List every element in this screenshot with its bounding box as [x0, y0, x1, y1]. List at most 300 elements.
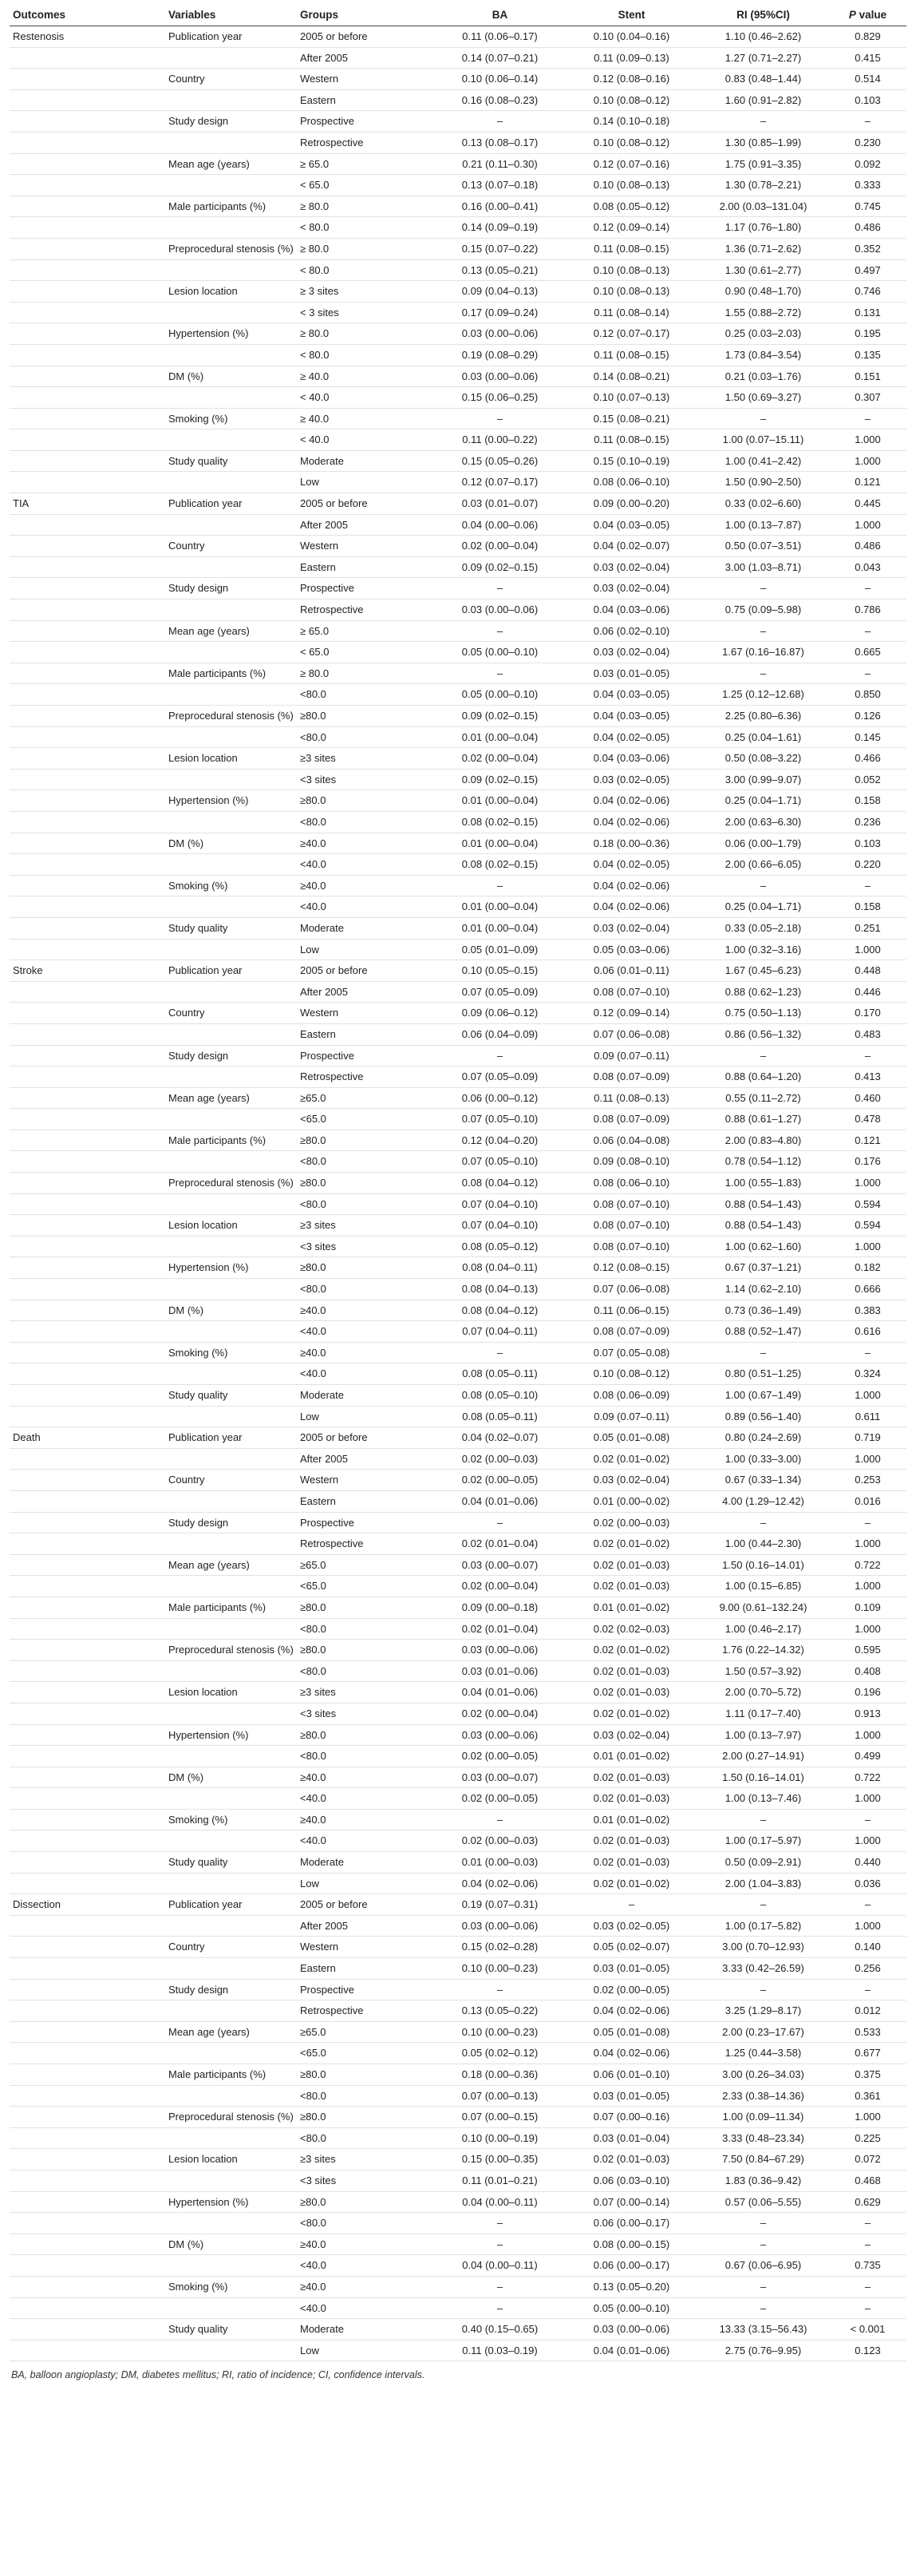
cell-ba: 0.01 (0.00–0.04)	[434, 726, 566, 748]
cell-group: <65.0	[297, 2043, 434, 2064]
cell-variable: Lesion location	[165, 748, 297, 770]
cell-stent: 0.09 (0.00–0.20)	[566, 493, 697, 515]
cell-variable: Study design	[165, 1979, 297, 2000]
cell-ba: 0.09 (0.02–0.15)	[434, 706, 566, 727]
table-row	[10, 1470, 906, 1491]
cell-group: ≥80.0	[297, 1173, 434, 1194]
cell-ba: –	[434, 1512, 566, 1533]
cell-p-value: –	[829, 620, 906, 642]
table-row	[10, 2149, 906, 2170]
cell-ba: 0.08 (0.05–0.12)	[434, 1236, 566, 1257]
table-row	[10, 2276, 906, 2297]
cell-ri: 0.67 (0.06–6.95)	[697, 2255, 829, 2277]
cell-group: ≥65.0	[297, 1087, 434, 1109]
cell-group: After 2005	[297, 1448, 434, 1470]
table-row	[10, 238, 906, 259]
cell-p-value: 0.665	[829, 642, 906, 663]
cell-group: ≥40.0	[297, 1342, 434, 1363]
cell-stent: 0.04 (0.02–0.05)	[566, 726, 697, 748]
cell-stent: 0.12 (0.07–0.17)	[566, 323, 697, 345]
cell-stent: 0.12 (0.09–0.14)	[566, 1003, 697, 1024]
cell-stent: 0.03 (0.02–0.04)	[566, 1470, 697, 1491]
cell-ba: 0.02 (0.00–0.04)	[434, 536, 566, 557]
cell-ba: 0.08 (0.04–0.12)	[434, 1300, 566, 1321]
cell-group: Retrospective	[297, 599, 434, 621]
cell-variable	[165, 2340, 297, 2361]
cell-group: Prospective	[297, 1512, 434, 1533]
cell-group: Western	[297, 69, 434, 90]
cell-variable: Study design	[165, 578, 297, 599]
cell-ba: 0.07 (0.04–0.11)	[434, 1321, 566, 1343]
cell-group: ≥ 80.0	[297, 663, 434, 684]
cell-p-value: 0.440	[829, 1852, 906, 1874]
cell-p-value: 0.415	[829, 47, 906, 69]
cell-variable	[165, 1236, 297, 1257]
cell-group: Low	[297, 939, 434, 960]
cell-group: <65.0	[297, 1109, 434, 1130]
cell-stent: 0.09 (0.08–0.10)	[566, 1151, 697, 1173]
cell-stent: 0.05 (0.01–0.08)	[566, 2021, 697, 2043]
cell-ri: 3.00 (1.03–8.71)	[697, 556, 829, 578]
table-row	[10, 1130, 906, 1151]
table-row	[10, 1724, 906, 1746]
cell-ba: 0.06 (0.00–0.12)	[434, 1087, 566, 1109]
cell-stent: 0.08 (0.07–0.10)	[566, 981, 697, 1003]
cell-group: <40.0	[297, 1363, 434, 1385]
table-row	[10, 1767, 906, 1788]
table-row	[10, 981, 906, 1003]
cell-p-value: –	[829, 111, 906, 133]
table-row	[10, 2107, 906, 2128]
cell-outcome	[10, 2000, 165, 2022]
cell-variable	[165, 1788, 297, 1810]
table-row	[10, 2127, 906, 2149]
cell-group: ≥3 sites	[297, 1682, 434, 1703]
cell-group: ≥65.0	[297, 1554, 434, 1576]
cell-ba: 0.15 (0.05–0.26)	[434, 450, 566, 472]
cell-group: Western	[297, 1937, 434, 1958]
cell-stent: 0.05 (0.02–0.07)	[566, 1937, 697, 1958]
cell-ri: –	[697, 620, 829, 642]
table-row	[10, 1554, 906, 1576]
cell-variable: Study quality	[165, 1385, 297, 1407]
table-row	[10, 153, 906, 175]
cell-stent: 0.04 (0.03–0.06)	[566, 748, 697, 770]
table-row	[10, 1427, 906, 1449]
cell-group: 2005 or before	[297, 493, 434, 515]
cell-ri: 0.75 (0.09–5.98)	[697, 599, 829, 621]
cell-group: <80.0	[297, 1279, 434, 1300]
cell-p-value: 0.611	[829, 1406, 906, 1427]
cell-ri: –	[697, 1809, 829, 1830]
cell-ri: 3.00 (0.99–9.07)	[697, 769, 829, 790]
table-row	[10, 493, 906, 515]
cell-group: < 40.0	[297, 387, 434, 409]
cell-stent: 0.04 (0.02–0.06)	[566, 811, 697, 833]
cell-group: ≥80.0	[297, 1640, 434, 1661]
cell-ri: 0.90 (0.48–1.70)	[697, 281, 829, 303]
cell-stent: 0.04 (0.02–0.06)	[566, 875, 697, 896]
cell-ri: –	[697, 1894, 829, 1916]
cell-ba: –	[434, 2276, 566, 2297]
cell-ba: 0.12 (0.04–0.20)	[434, 1130, 566, 1151]
table-row	[10, 1406, 906, 1427]
table-row	[10, 1640, 906, 1661]
table-row	[10, 1023, 906, 1045]
cell-group: 2005 or before	[297, 26, 434, 48]
table-row	[10, 514, 906, 536]
cell-stent: 0.02 (0.01–0.03)	[566, 1830, 697, 1852]
cell-p-value: 0.735	[829, 2255, 906, 2277]
cell-outcome	[10, 1554, 165, 1576]
table-row	[10, 960, 906, 982]
cell-stent: 0.06 (0.01–0.10)	[566, 2064, 697, 2086]
cell-ri: 3.33 (0.48–23.34)	[697, 2127, 829, 2149]
cell-p-value: –	[829, 408, 906, 429]
table-row	[10, 790, 906, 812]
cell-ri: 1.17 (0.76–1.80)	[697, 217, 829, 239]
cell-p-value: < 0.001	[829, 2319, 906, 2341]
table-row	[10, 2085, 906, 2107]
cell-outcome	[10, 1045, 165, 1066]
cell-outcome	[10, 1109, 165, 1130]
cell-ba: –	[434, 2213, 566, 2234]
cell-p-value: 0.446	[829, 981, 906, 1003]
cell-ba: 0.19 (0.07–0.31)	[434, 1894, 566, 1916]
cell-stent: 0.10 (0.04–0.16)	[566, 26, 697, 48]
cell-outcome	[10, 2107, 165, 2128]
cell-p-value: 0.196	[829, 1682, 906, 1703]
table-row	[10, 2191, 906, 2213]
cell-outcome	[10, 1023, 165, 1045]
cell-stent: 0.04 (0.02–0.06)	[566, 2043, 697, 2064]
table-row	[10, 536, 906, 557]
cell-ri: 1.00 (0.15–6.85)	[697, 1576, 829, 1597]
cell-ba: 0.04 (0.00–0.06)	[434, 514, 566, 536]
cell-ba: 0.04 (0.02–0.06)	[434, 1873, 566, 1894]
cell-stent: 0.02 (0.01–0.02)	[566, 1873, 697, 1894]
cell-p-value: 0.158	[829, 790, 906, 812]
cell-p-value: 0.383	[829, 1300, 906, 1321]
cell-ba: 0.15 (0.07–0.22)	[434, 238, 566, 259]
cell-ba: 0.04 (0.00–0.11)	[434, 2255, 566, 2277]
cell-p-value: 0.230	[829, 132, 906, 153]
cell-p-value: 0.170	[829, 1003, 906, 1024]
cell-outcome	[10, 2021, 165, 2043]
cell-p-value: 0.135	[829, 344, 906, 366]
cell-variable	[165, 1576, 297, 1597]
cell-ba: 0.07 (0.04–0.10)	[434, 1193, 566, 1215]
cell-p-value: 0.533	[829, 2021, 906, 2043]
cell-group: ≥3 sites	[297, 748, 434, 770]
cell-variable: Preprocedural stenosis (%)	[165, 238, 297, 259]
cell-stent: 0.02 (0.01–0.02)	[566, 1448, 697, 1470]
cell-ri: 1.00 (0.17–5.97)	[697, 1830, 829, 1852]
cell-ba: 0.03 (0.01–0.06)	[434, 1660, 566, 1682]
cell-group: <40.0	[297, 854, 434, 876]
cell-p-value: 0.445	[829, 493, 906, 515]
cell-stent: 0.03 (0.01–0.05)	[566, 2085, 697, 2107]
cell-p-value: 0.256	[829, 1958, 906, 1980]
cell-ba: 0.02 (0.00–0.04)	[434, 748, 566, 770]
cell-ba: –	[434, 1045, 566, 1066]
cell-ri: 2.00 (0.63–6.30)	[697, 811, 829, 833]
cell-stent: 0.10 (0.08–0.13)	[566, 281, 697, 303]
cell-ri: 1.25 (0.44–3.58)	[697, 2043, 829, 2064]
cell-p-value: 0.666	[829, 1279, 906, 1300]
cell-ri: 0.67 (0.33–1.34)	[697, 1470, 829, 1491]
cell-variable: Study quality	[165, 917, 297, 939]
table-row	[10, 726, 906, 748]
cell-outcome	[10, 2297, 165, 2319]
cell-p-value: –	[829, 2276, 906, 2297]
cell-p-value: –	[829, 2297, 906, 2319]
cell-stent: 0.07 (0.05–0.08)	[566, 1342, 697, 1363]
cell-variable: Country	[165, 69, 297, 90]
cell-p-value: 1.000	[829, 1915, 906, 1937]
cell-variable	[165, 769, 297, 790]
cell-variable: DM (%)	[165, 1300, 297, 1321]
cell-p-value: 0.745	[829, 196, 906, 217]
cell-ba: 0.11 (0.03–0.19)	[434, 2340, 566, 2361]
cell-group: <3 sites	[297, 2170, 434, 2191]
table-row	[10, 1109, 906, 1130]
cell-p-value: 1.000	[829, 450, 906, 472]
cell-variable	[165, 939, 297, 960]
table-row	[10, 1003, 906, 1024]
table-row	[10, 1788, 906, 1810]
table-row	[10, 2213, 906, 2234]
table-row	[10, 1618, 906, 1640]
cell-variable: DM (%)	[165, 2234, 297, 2255]
table-row	[10, 111, 906, 133]
cell-group: ≥40.0	[297, 875, 434, 896]
cell-ri: 0.50 (0.07–3.51)	[697, 536, 829, 557]
cell-variable: Country	[165, 1470, 297, 1491]
cell-variable: Male participants (%)	[165, 1597, 297, 1618]
cell-group: ≥80.0	[297, 706, 434, 727]
cell-ba: 0.05 (0.01–0.09)	[434, 939, 566, 960]
cell-variable	[165, 2085, 297, 2107]
cell-outcome	[10, 302, 165, 323]
cell-p-value: 0.408	[829, 1660, 906, 1682]
cell-outcome	[10, 896, 165, 918]
table-row	[10, 1045, 906, 1066]
cell-ri: 1.11 (0.17–7.40)	[697, 1703, 829, 1724]
table-row	[10, 2170, 906, 2191]
cell-stent: 0.02 (0.02–0.03)	[566, 1618, 697, 1640]
cell-p-value: –	[829, 1979, 906, 2000]
table-row	[10, 47, 906, 69]
cell-stent: 0.02 (0.00–0.05)	[566, 1979, 697, 2000]
cell-ri: 0.78 (0.54–1.12)	[697, 1151, 829, 1173]
cell-outcome: TIA	[10, 493, 165, 515]
cell-ri: 2.33 (0.38–14.36)	[697, 2085, 829, 2107]
table-row	[10, 811, 906, 833]
cell-p-value: 0.103	[829, 833, 906, 854]
table-row	[10, 1576, 906, 1597]
cell-p-value: 1.000	[829, 1576, 906, 1597]
cell-stent: 0.04 (0.02–0.06)	[566, 790, 697, 812]
cell-ri: 1.50 (0.90–2.50)	[697, 472, 829, 493]
cell-ba: 0.13 (0.05–0.22)	[434, 2000, 566, 2022]
cell-ri: 1.67 (0.16–16.87)	[697, 642, 829, 663]
cell-variable	[165, 344, 297, 366]
cell-stent: 0.13 (0.05–0.20)	[566, 2276, 697, 2297]
cell-ba: 0.02 (0.00–0.05)	[434, 1788, 566, 1810]
cell-p-value: 0.123	[829, 2340, 906, 2361]
cell-outcome	[10, 1809, 165, 1830]
cell-variable: Study quality	[165, 2319, 297, 2341]
cell-outcome	[10, 2085, 165, 2107]
cell-variable	[165, 2213, 297, 2234]
cell-variable: Mean age (years)	[165, 1087, 297, 1109]
cell-group: Western	[297, 1470, 434, 1491]
cell-ba: 0.04 (0.02–0.07)	[434, 1427, 566, 1449]
table-row	[10, 1682, 906, 1703]
cell-p-value: 0.121	[829, 472, 906, 493]
cell-variable	[165, 1915, 297, 1937]
cell-ri: 3.33 (0.42–26.59)	[697, 1958, 829, 1980]
cell-ri: 0.80 (0.51–1.25)	[697, 1363, 829, 1385]
cell-stent: 0.11 (0.08–0.13)	[566, 1087, 697, 1109]
table-row	[10, 1321, 906, 1343]
table-row	[10, 1915, 906, 1937]
table-row	[10, 875, 906, 896]
table-row	[10, 1512, 906, 1533]
cell-p-value: 0.109	[829, 1597, 906, 1618]
table-row	[10, 281, 906, 303]
table-header-row	[10, 3, 906, 26]
cell-stent: 0.01 (0.01–0.02)	[566, 1597, 697, 1618]
cell-ba: 0.14 (0.07–0.21)	[434, 47, 566, 69]
cell-ba: 0.15 (0.00–0.35)	[434, 2149, 566, 2170]
cell-p-value: 1.000	[829, 1173, 906, 1194]
cell-group: <80.0	[297, 684, 434, 706]
table-row	[10, 2043, 906, 2064]
cell-stent: 0.02 (0.01–0.03)	[566, 1682, 697, 1703]
cell-p-value: 0.478	[829, 1109, 906, 1130]
cell-outcome	[10, 1385, 165, 1407]
cell-group: <80.0	[297, 1660, 434, 1682]
cell-stent: 0.08 (0.07–0.09)	[566, 1321, 697, 1343]
cell-p-value: 0.594	[829, 1193, 906, 1215]
cell-ba: 0.03 (0.00–0.06)	[434, 599, 566, 621]
cell-ri: 1.00 (0.13–7.97)	[697, 1724, 829, 1746]
cell-group: ≥80.0	[297, 1597, 434, 1618]
cell-stent: 0.02 (0.01–0.03)	[566, 1660, 697, 1682]
table-row	[10, 259, 906, 281]
cell-group: Eastern	[297, 556, 434, 578]
table-row	[10, 1958, 906, 1980]
cell-group: ≥ 65.0	[297, 153, 434, 175]
cell-outcome	[10, 642, 165, 663]
cell-stent: –	[566, 1894, 697, 1916]
cell-outcome	[10, 132, 165, 153]
header-stent: Stent	[566, 3, 697, 26]
cell-p-value: 0.448	[829, 960, 906, 982]
cell-group: Moderate	[297, 1852, 434, 1874]
cell-variable	[165, 1109, 297, 1130]
cell-outcome	[10, 790, 165, 812]
cell-ri: 1.14 (0.62–2.10)	[697, 1279, 829, 1300]
cell-outcome	[10, 450, 165, 472]
cell-outcome	[10, 1406, 165, 1427]
cell-variable	[165, 599, 297, 621]
cell-ba: 0.06 (0.04–0.09)	[434, 1023, 566, 1045]
cell-variable	[165, 2127, 297, 2149]
cell-p-value: 0.092	[829, 153, 906, 175]
cell-p-value: 0.176	[829, 1151, 906, 1173]
cell-outcome	[10, 1087, 165, 1109]
cell-stent: 0.01 (0.01–0.02)	[566, 1746, 697, 1767]
table-row	[10, 429, 906, 451]
cell-p-value: 0.722	[829, 1767, 906, 1788]
cell-stent: 0.07 (0.00–0.14)	[566, 2191, 697, 2213]
cell-p-value: 1.000	[829, 2107, 906, 2128]
cell-ri: 1.25 (0.12–12.68)	[697, 684, 829, 706]
cell-group: After 2005	[297, 1915, 434, 1937]
table-row	[10, 1066, 906, 1088]
cell-p-value: 0.103	[829, 89, 906, 111]
cell-group: <65.0	[297, 1576, 434, 1597]
cell-p-value: 1.000	[829, 1448, 906, 1470]
cell-ba: 0.04 (0.00–0.11)	[434, 2191, 566, 2213]
table-row	[10, 1490, 906, 1512]
table-row	[10, 1894, 906, 1916]
cell-stent: 0.06 (0.01–0.11)	[566, 960, 697, 982]
table-row	[10, 366, 906, 387]
table-row	[10, 2021, 906, 2043]
cell-ba: 0.11 (0.00–0.22)	[434, 429, 566, 451]
table-row	[10, 578, 906, 599]
cell-ba: 0.08 (0.04–0.11)	[434, 1257, 566, 1279]
cell-stent: 0.14 (0.08–0.21)	[566, 366, 697, 387]
table-row	[10, 344, 906, 366]
cell-ba: 0.01 (0.00–0.04)	[434, 896, 566, 918]
cell-outcome	[10, 2234, 165, 2255]
header-outcomes: Outcomes	[10, 3, 165, 26]
cell-group: ≥40.0	[297, 1809, 434, 1830]
cell-group: After 2005	[297, 981, 434, 1003]
cell-variable	[165, 2000, 297, 2022]
cell-ba: 0.07 (0.05–0.10)	[434, 1109, 566, 1130]
cell-stent: 0.08 (0.07–0.09)	[566, 1066, 697, 1088]
cell-variable	[165, 854, 297, 876]
cell-variable	[165, 302, 297, 323]
cell-ba: 0.15 (0.02–0.28)	[434, 1937, 566, 1958]
cell-stent: 0.07 (0.06–0.08)	[566, 1279, 697, 1300]
cell-outcome	[10, 153, 165, 175]
cell-p-value: 0.043	[829, 556, 906, 578]
cell-ri: 1.00 (0.17–5.82)	[697, 1915, 829, 1937]
cell-ba: –	[434, 875, 566, 896]
cell-outcome: Stroke	[10, 960, 165, 982]
cell-ri: 0.33 (0.02–6.60)	[697, 493, 829, 515]
cell-group: < 80.0	[297, 259, 434, 281]
cell-p-value: 1.000	[829, 1533, 906, 1555]
cell-stent: 0.02 (0.01–0.03)	[566, 1576, 697, 1597]
cell-outcome	[10, 1958, 165, 1980]
cell-ri: 2.00 (0.27–14.91)	[697, 1746, 829, 1767]
cell-outcome	[10, 2064, 165, 2086]
cell-ri: 1.76 (0.22–14.32)	[697, 1640, 829, 1661]
table-row	[10, 1363, 906, 1385]
table-row	[10, 1979, 906, 2000]
table-row	[10, 323, 906, 345]
cell-ri: 0.88 (0.52–1.47)	[697, 1321, 829, 1343]
cell-p-value: –	[829, 1809, 906, 1830]
